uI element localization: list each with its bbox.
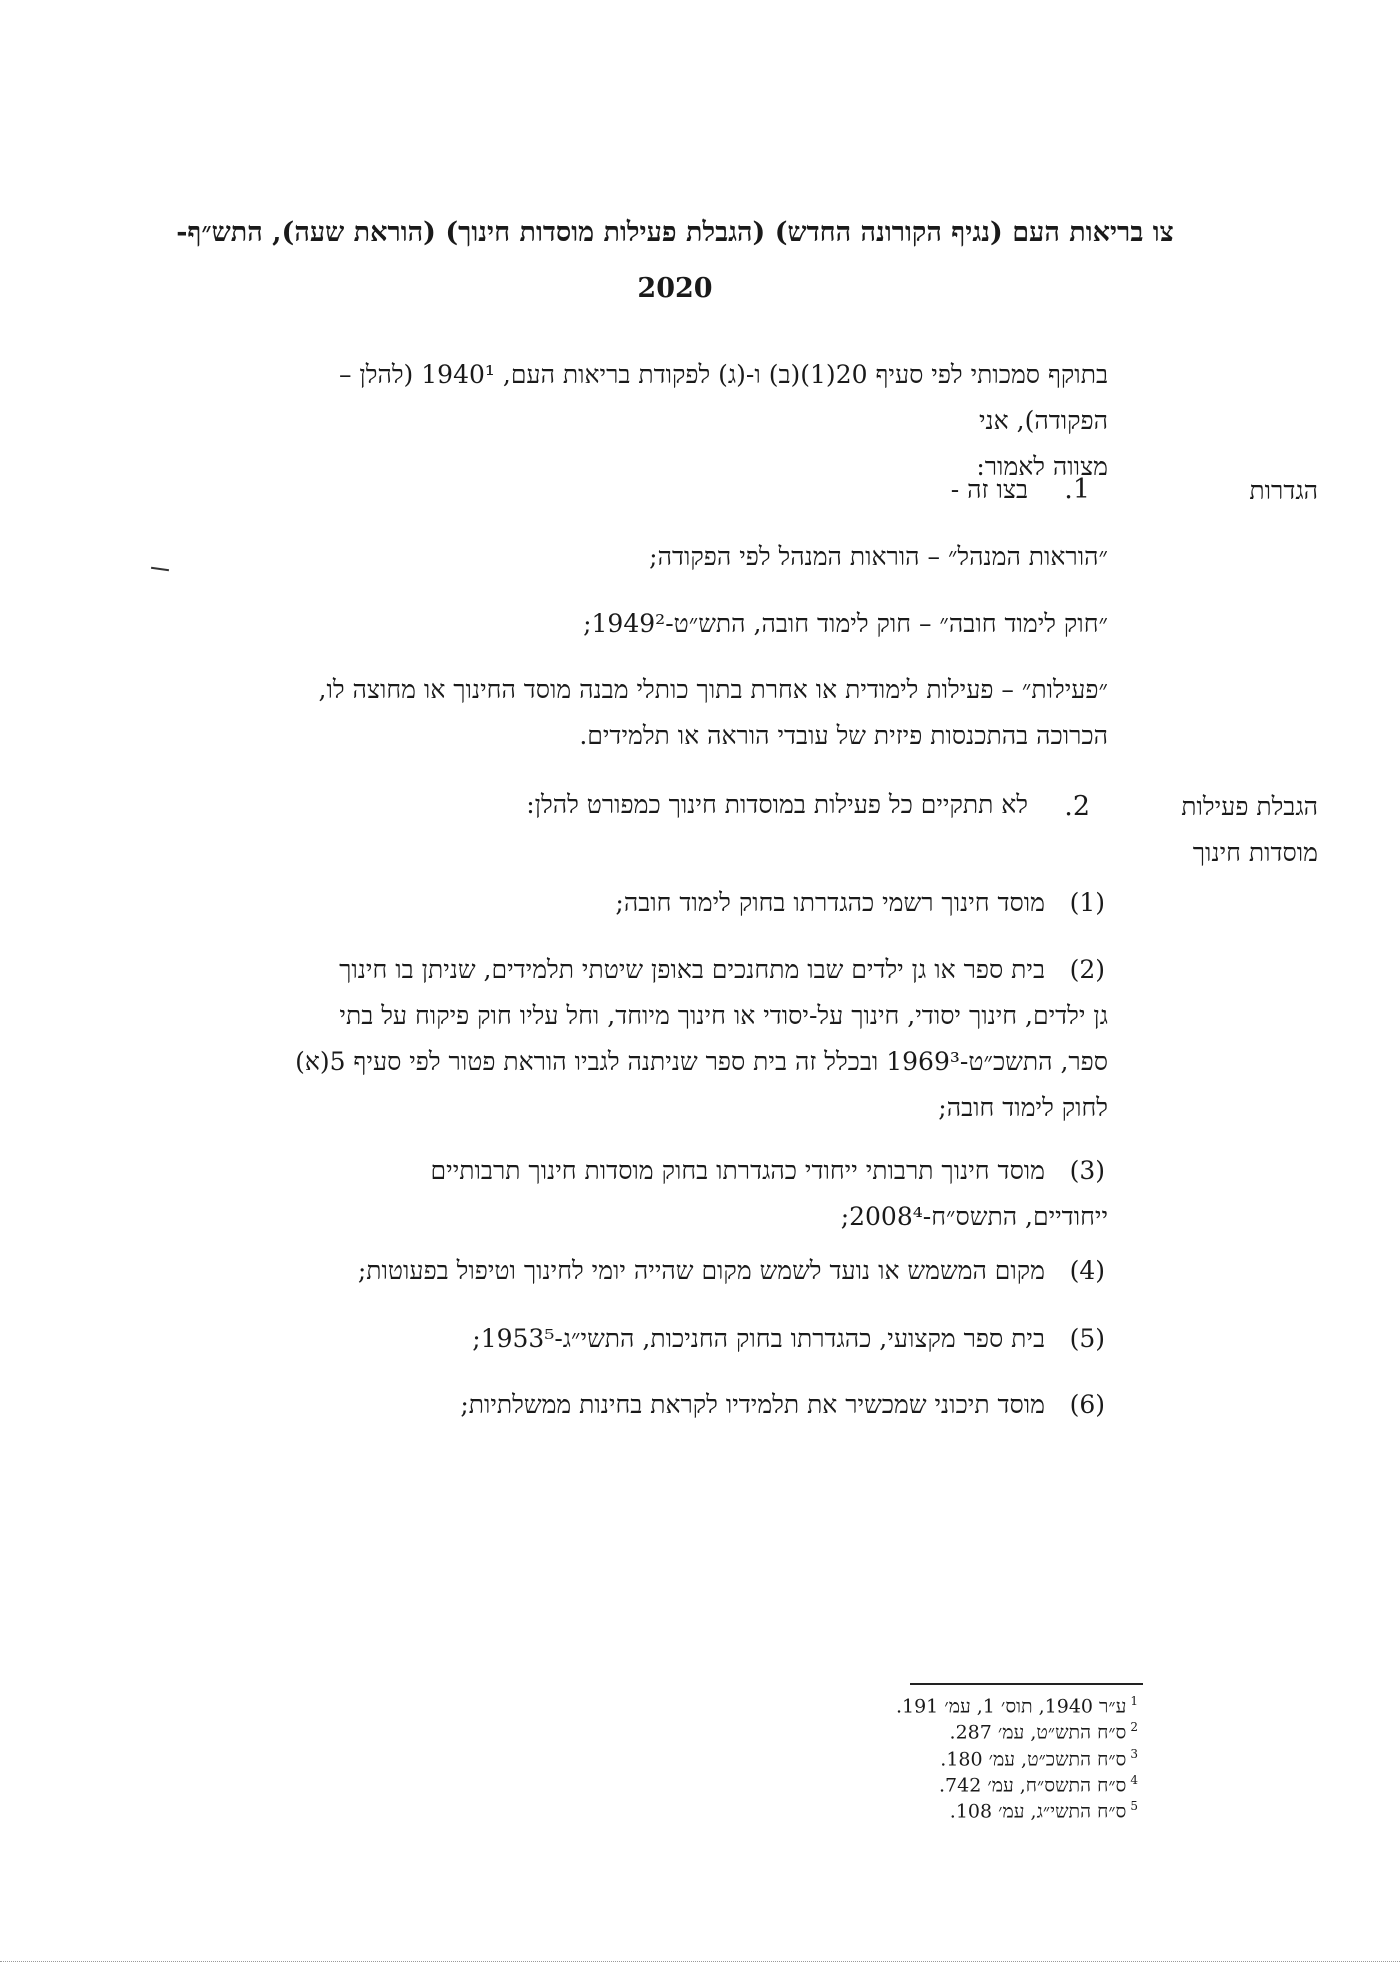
definition-item: ״הוראות המנהל״ – הוראות המנהל לפי הפקודה; [649,542,1108,571]
section-2-lead: לא תתקיים כל פעילות במוסדות חינוך כמפורט להלן: [526,790,1028,819]
footnote: $^5$ס״ח התשי״ג, עמ׳ 108. [949,1799,1138,1823]
item-number: (3) [1069,1156,1105,1185]
item-number: (2) [1069,955,1105,984]
document-title [120,205,1230,317]
footnote: $^2$ס״ח התש״ט, עמ׳ 287. [949,1720,1138,1744]
page-bottom-edge [0,1961,1400,1962]
section-2-number: 2. [1064,791,1090,822]
list-item: מקום המשמש או נועד לשמש מקום שהייה יומי לחינוך וטיפול בפעוטות; [357,1256,1045,1285]
item-number: (1) [1069,888,1105,917]
footnote: $^1$ע״ר 1940, תוס׳ 1, עמ׳ 191. [895,1694,1138,1718]
footnote-separator [910,1683,1143,1685]
margin-mark [151,567,169,571]
list-item: בית ספר מקצועי, כהגדרתו בחוק החניכות, התשי״ג-1953⁵; [472,1324,1045,1353]
item-number: (5) [1069,1324,1105,1353]
definition-item: ״פעילות״ – פעילות לימודית או אחרת בתוך כותלי מבנה מוסד החינוך או מחוצה לו, הכרוכה בהתכנסות פיזית של עובדי הוראה או תלמידים. [318,675,1108,750]
footnote: $^4$ס״ח התשס״ח, עמ׳ 742. [938,1772,1138,1797]
item-number: (6) [1069,1390,1105,1419]
title-line-1: צו בריאות העם (נגיף הקורונה החדש) (הגבלת פעילות מוסדות חינוך) (הוראת שעה), התש״ף- [176,217,1174,248]
list-item: מוסד תיכוני שמכשיר את תלמידיו לקראת בחינות ממשלתיות; [460,1390,1045,1419]
section-1-lead: בצו זה - [950,475,1028,504]
definition-item: ״חוק לימוד חובה״ – חוק לימוד חובה, התש״ט-1949²; [583,609,1108,638]
list-item: מוסד חינוך רשמי כהגדרתו בחוק לימוד חובה; [615,888,1045,917]
section-1-margin-title: הגדרות [1249,476,1318,505]
item-number: (4) [1069,1256,1105,1285]
section-2-margin-title: הגבלת פעילות מוסדות חינוך [1181,792,1318,867]
footnote: $^3$ס״ח התשכ״ט, עמ׳ 180. [940,1746,1138,1770]
list-item: מוסד חינוך תרבותי ייחודי כהגדרתו בחוק מוסדות חינוך תרבותיים ייחודיים, התשס״ח-2008⁴; [430,1156,1108,1231]
list-item: בית ספר או גן ילדים שבו מתחנכים באופן שיטתי תלמידים, שניתן בו חינוך גן ילדים, חינוך יסודי, חינוך על-יסודי או חינוך מיוחד, וחל עליו חוק פיקוח על בתי ספר, התשכ״ט-1969³ ובכלל זה בית ספר שניתנה לגביו הוראת פטור לפי סעיף 5(א) לחוק לימוד חובה; [295,955,1108,1122]
preamble-line-1: בתוקף סמכותי לפי סעיף 20(1)(ב) ו-(ג) לפקודת בריאות העם, 1940¹ (להלן – הפקודה), אני [338,360,1108,435]
footnote-list [896,1691,1138,1823]
title-line-2: 2020 [637,273,713,304]
section-1-number: 1. [1064,474,1090,505]
preamble-line-2: מצווה לאמור: [976,452,1108,481]
